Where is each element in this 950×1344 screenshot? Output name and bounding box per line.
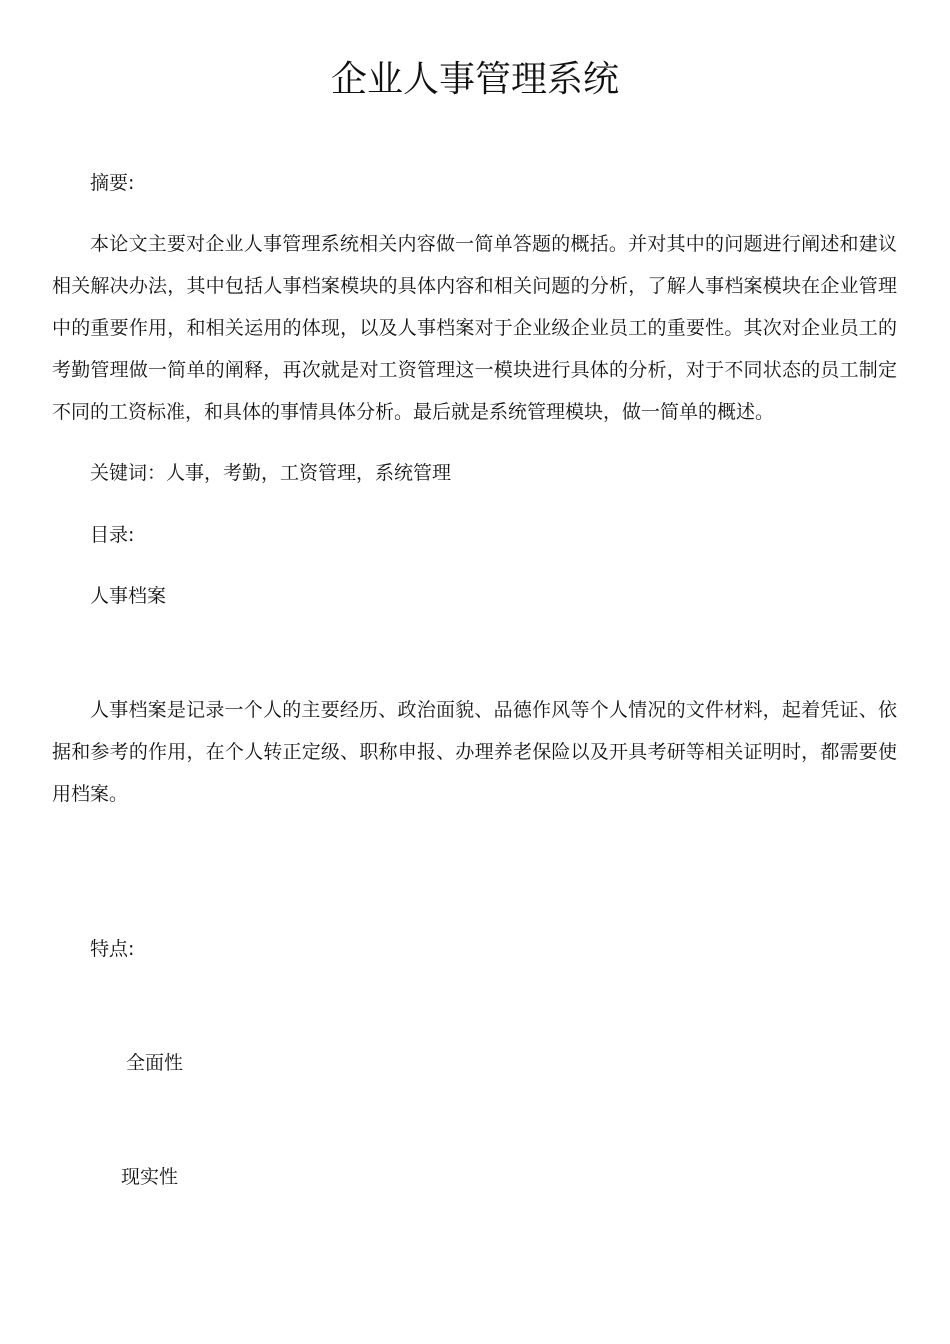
abstract-paragraph: 本论文主要对企业人事管理系统相关内容做一简单答题的概括。并对其中的问题进行阐述和建议相关解决办法，其中包括人事档案模块的具体内容和相关问题的分析，了解人事档案模块在企业管理中的重要作用，和相关运用的体现，以及人事档案对于企业级企业员工的重要性。其次对企业员工的考勤管理做一简单的阐释，再次就是对工资管理这一模块进行具体的分析，对于不同状态的员工制定不同的工资标准，和具体的事情具体分析。最后就是系统管理模块，做一简单的概述。 [52,233,897,423]
section-paragraph: 人事档案是记录一个人的主要经历、政治面貌、品德作风等个人情况的文件材料，起着凭证、依据和参考的作用，在个人转正定级、职称申报、办理养老保险以及开具考研等相关证明时，都需要使用档案。 [52,699,897,805]
abstract-label: 摘要: [90,172,135,194]
document-title: 企业人事管理系统 [330,59,619,100]
feature-item-comprehensive: 全面性 [126,1052,184,1074]
keywords-line: 关键词：人事，考勤，工资管理，系统管理 [90,462,452,484]
features-label: 特点: [90,938,135,960]
section-title: 人事档案 [90,585,167,607]
toc-label: 目录: [90,524,135,546]
feature-item-realistic: 现实性 [121,1166,179,1188]
